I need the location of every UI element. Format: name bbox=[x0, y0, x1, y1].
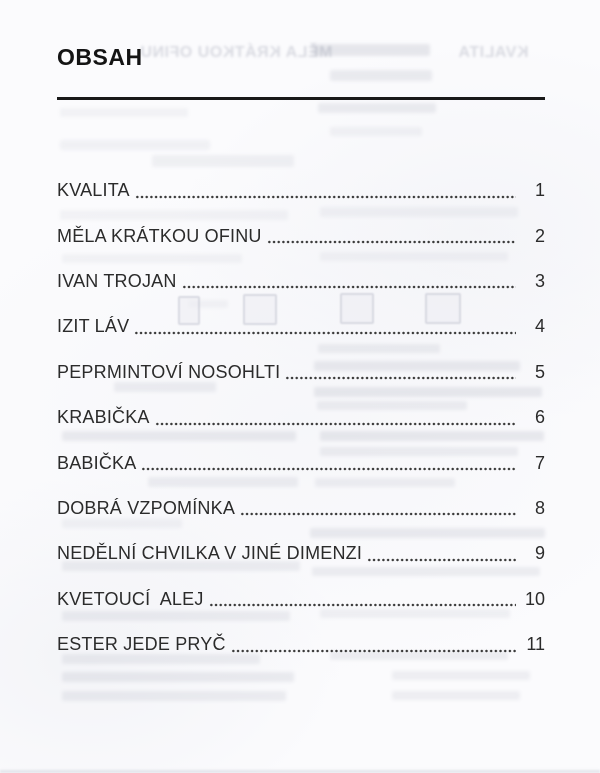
bleedthrough-bar bbox=[330, 70, 432, 81]
toc-entry-title: DOBRÁ VZPOMÍNKA bbox=[57, 497, 236, 518]
dot-leader bbox=[240, 512, 516, 516]
toc-entry bbox=[57, 395, 545, 440]
bleedthrough-text: MĚLA KRÁTKOU OFINU bbox=[140, 44, 333, 61]
toc-entry-title: IZIT LÁV bbox=[57, 316, 130, 337]
dot-leader bbox=[367, 558, 516, 562]
dot-leader bbox=[182, 285, 516, 289]
dot-leader bbox=[285, 376, 516, 380]
dot-leader bbox=[267, 240, 516, 244]
toc-entry-page: 7 bbox=[534, 452, 545, 473]
toc-entry-page: 4 bbox=[534, 316, 545, 337]
toc-entry-title: PEPRMINTOVÍ NOSOHLTI bbox=[57, 361, 281, 382]
dot-leader bbox=[231, 649, 516, 653]
dot-leader bbox=[134, 331, 516, 335]
bleedthrough-text: KVALITA bbox=[458, 44, 529, 61]
dot-leader bbox=[135, 195, 516, 199]
bleedthrough-bar bbox=[62, 672, 294, 682]
toc-entry-title: NEDĚLNÍ CHVILKA V JINÉ DIMENZI bbox=[57, 543, 363, 564]
toc-entry bbox=[57, 622, 545, 667]
toc-entry-page: 5 bbox=[534, 361, 545, 382]
toc-entry-title: KVETOUCÍ ALEJ bbox=[57, 588, 204, 609]
dot-leader bbox=[155, 422, 516, 426]
bleedthrough-bar bbox=[392, 671, 530, 680]
bleedthrough-bar bbox=[392, 691, 520, 700]
toc-entry bbox=[57, 577, 545, 622]
toc-entry-page: 11 bbox=[526, 634, 545, 655]
page-title: OBSAH bbox=[57, 44, 143, 70]
toc-entry bbox=[57, 213, 545, 258]
bleedthrough-bar bbox=[62, 691, 286, 701]
bleedthrough-bar bbox=[60, 140, 210, 150]
toc-entry-title: KRABIČKA bbox=[57, 407, 150, 428]
toc-entry-page: 6 bbox=[534, 407, 545, 428]
toc-entry-page: 2 bbox=[534, 225, 545, 246]
toc-entry bbox=[57, 440, 545, 485]
toc-entry-page: 10 bbox=[524, 588, 545, 609]
toc-entry bbox=[57, 531, 545, 576]
bleedthrough-bar bbox=[330, 127, 422, 136]
toc-entry bbox=[57, 350, 545, 395]
toc-entry-title: KVALITA bbox=[57, 180, 130, 201]
toc-entry-page: 3 bbox=[534, 270, 545, 291]
toc-entry bbox=[57, 259, 545, 304]
toc-list bbox=[57, 168, 545, 667]
toc-entry bbox=[57, 168, 545, 213]
dot-leader bbox=[141, 467, 516, 471]
title-rule bbox=[57, 97, 545, 100]
dot-leader bbox=[209, 603, 516, 607]
toc-entry bbox=[57, 486, 545, 531]
toc-entry-title: IVAN TROJAN bbox=[57, 270, 177, 291]
toc-entry-page: 9 bbox=[534, 543, 545, 564]
toc-entry-title: BABIČKA bbox=[57, 452, 137, 473]
bleedthrough-bar bbox=[152, 155, 294, 167]
toc-entry-page: 1 bbox=[534, 180, 545, 201]
toc-entry-title: MĚLA KRÁTKOU OFINU bbox=[57, 225, 262, 246]
toc-entry-page: 8 bbox=[534, 497, 545, 518]
bleedthrough-bar bbox=[60, 108, 188, 117]
bleedthrough-bar bbox=[318, 103, 436, 113]
toc-entry bbox=[57, 304, 545, 349]
toc-entry-title: ESTER JEDE PRYČ bbox=[57, 634, 226, 655]
